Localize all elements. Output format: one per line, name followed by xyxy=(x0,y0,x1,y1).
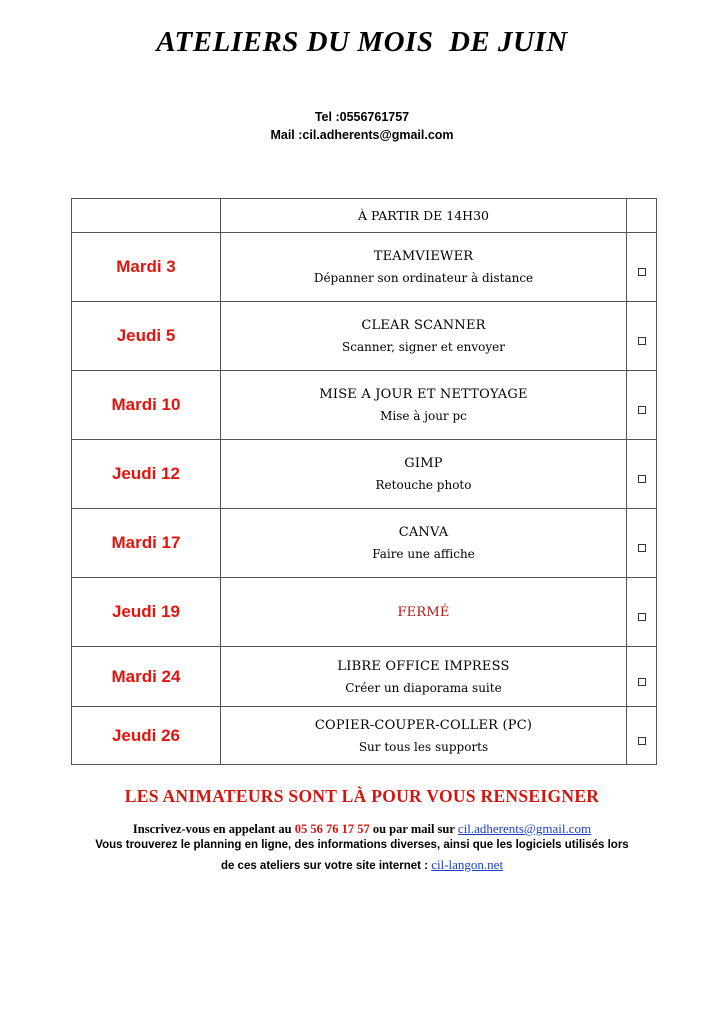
table-row xyxy=(72,302,657,371)
activity-name: CANVA xyxy=(398,525,449,540)
checkbox[interactable] xyxy=(638,406,646,414)
checkbox[interactable] xyxy=(638,337,646,345)
checkbox[interactable] xyxy=(638,737,646,745)
table-header-row xyxy=(72,199,657,233)
activity-cell xyxy=(221,440,627,509)
activity-cell xyxy=(221,578,627,647)
header-empty-cell xyxy=(72,199,221,233)
table-row xyxy=(72,440,657,509)
activity-desc: Scanner, signer et envoyer xyxy=(342,340,505,354)
checkbox-cell xyxy=(627,578,657,647)
day-label: Jeudi 5 xyxy=(72,302,221,371)
checkbox[interactable] xyxy=(638,678,646,686)
activity-desc: Retouche photo xyxy=(375,478,472,492)
activity-cell xyxy=(221,302,627,371)
activity-cell xyxy=(221,371,627,440)
activity-name: TEAMVIEWER xyxy=(373,249,474,264)
activity-name: CLEAR SCANNER xyxy=(361,318,486,333)
activity-desc: Faire une affiche xyxy=(372,547,475,561)
checkbox[interactable] xyxy=(638,475,646,483)
day-label: Mardi 17 xyxy=(72,509,221,578)
day-label: Mardi 24 xyxy=(72,647,221,707)
day-label: Mardi 3 xyxy=(72,233,221,302)
footer-heading: LES ANIMATEURS SONT LÀ POUR VOUS RENSEIGNER xyxy=(124,786,600,806)
contact-email: Mail :cil.adherents@gmail.com xyxy=(270,128,454,142)
day-label: Jeudi 26 xyxy=(72,707,221,765)
activity-name: LIBRE OFFICE IMPRESS xyxy=(337,658,510,674)
table-row xyxy=(72,509,657,578)
signup-line xyxy=(0,821,724,837)
activity-name: COPIER-COUPER-COLLER (PC) xyxy=(314,717,533,733)
activity-desc: Mise à jour pc xyxy=(380,409,467,423)
checkbox-cell xyxy=(627,371,657,440)
checkbox-cell xyxy=(627,233,657,302)
signup-phone: 05 56 76 17 57 xyxy=(294,822,370,836)
activity-cell xyxy=(221,707,627,765)
checkbox-cell xyxy=(627,647,657,707)
checkbox[interactable] xyxy=(638,268,646,276)
checkbox[interactable] xyxy=(638,544,646,552)
signup-prefix: Inscrivez-vous en appelant au xyxy=(132,822,295,836)
day-label: Jeudi 19 xyxy=(72,578,221,647)
checkbox-cell xyxy=(627,707,657,765)
activity-cell xyxy=(221,233,627,302)
activity-name: MISE A JOUR ET NETTOYAGE xyxy=(319,387,528,402)
time-header: À PARTIR DE 14H30 xyxy=(221,199,627,233)
schedule-table xyxy=(71,198,657,765)
contact-phone: Tel :0556761757 xyxy=(314,110,410,124)
activity-desc: Dépanner son ordinateur à distance xyxy=(313,271,534,285)
day-label: Mardi 10 xyxy=(72,371,221,440)
table-row xyxy=(72,371,657,440)
table-row xyxy=(72,578,657,647)
day-label: Jeudi 12 xyxy=(72,440,221,509)
activity-desc: Créer un diaporama suite xyxy=(345,680,502,695)
website-link[interactable]: cil-langon.net xyxy=(431,857,504,872)
header-check-cell xyxy=(627,199,657,233)
email-link[interactable]: cil.adherents@gmail.com xyxy=(457,821,592,836)
website-line xyxy=(0,857,724,873)
table-row xyxy=(72,233,657,302)
checkbox-cell xyxy=(627,509,657,578)
signup-mid: ou par mail sur xyxy=(369,822,458,836)
table-row xyxy=(72,707,657,765)
activity-name: GIMP xyxy=(404,456,443,471)
info-line: Vous trouverez le planning en ligne, des informations diverses, ainsi que les logiciels utilisés lors xyxy=(95,839,629,851)
checkbox-cell xyxy=(627,302,657,371)
checkbox[interactable] xyxy=(638,613,646,621)
page-title: ATELIERS DU MOIS DE JUIN xyxy=(156,26,568,58)
activity-desc: Sur tous les supports xyxy=(358,739,489,754)
website-prefix: de ces ateliers sur votre site internet : xyxy=(220,860,432,872)
activity-name-closed: FERMÉ xyxy=(397,604,450,620)
activity-cell xyxy=(221,509,627,578)
activity-cell xyxy=(221,647,627,707)
checkbox-cell xyxy=(627,440,657,509)
table-row xyxy=(72,647,657,707)
